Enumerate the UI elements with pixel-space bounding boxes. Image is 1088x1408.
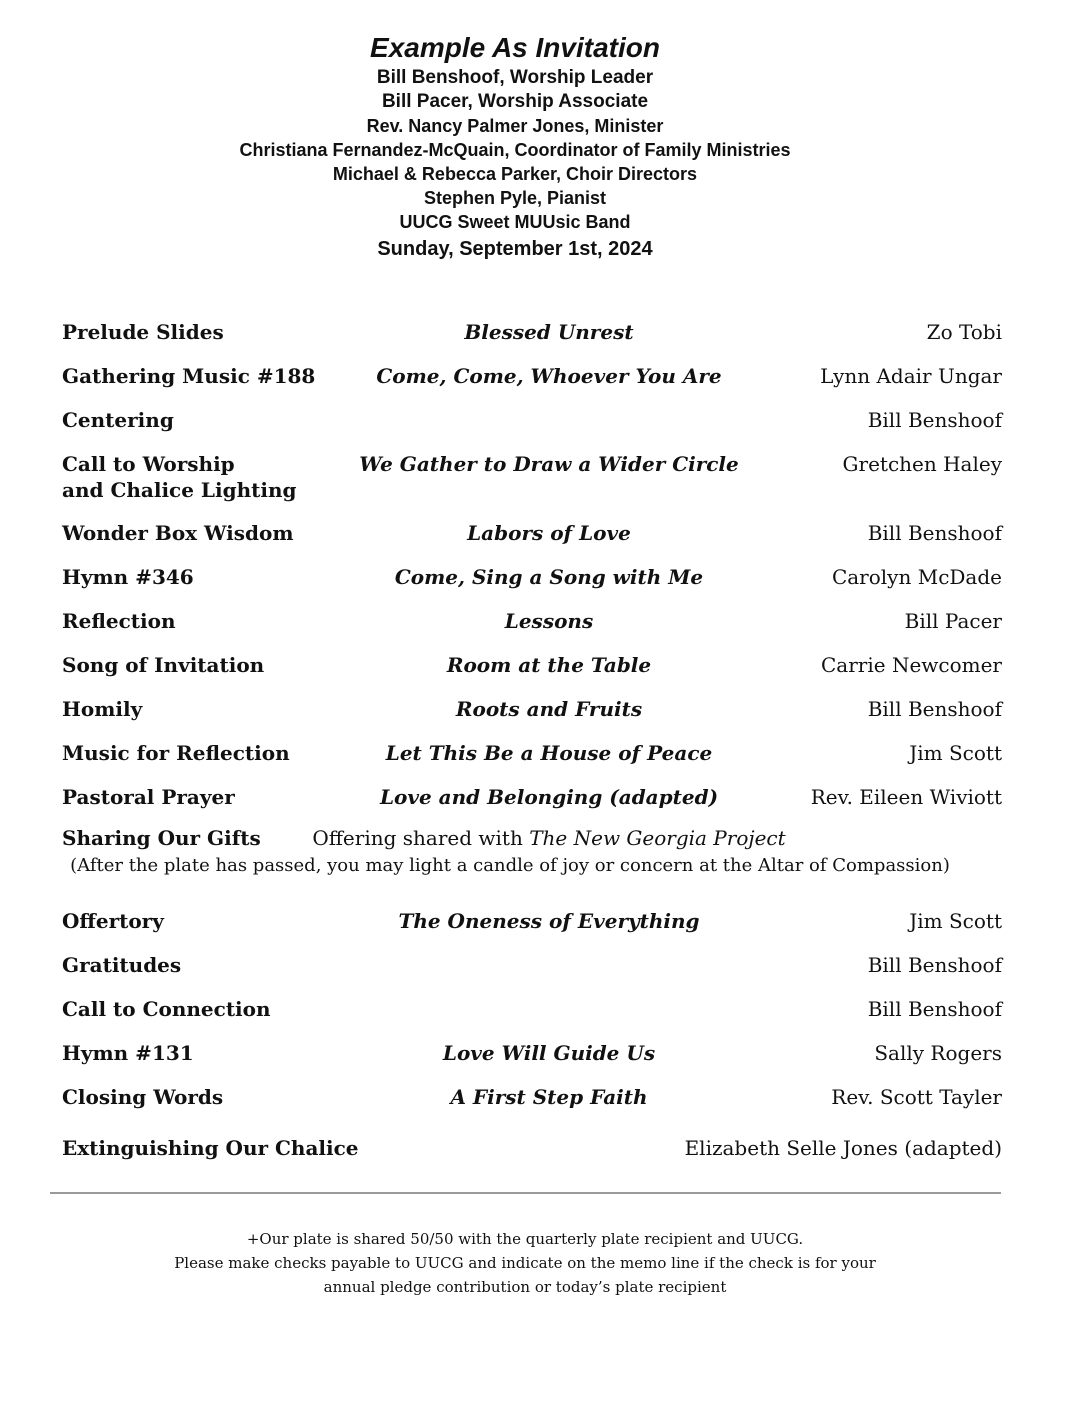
program-element: Closing Words: [62, 1085, 224, 1109]
worship-leader: Bill Benshoof, Worship Leader: [376, 67, 654, 88]
program-element-line: and Chalice Lighting: [62, 478, 297, 502]
program-title: The Oneness of Everything: [398, 909, 700, 933]
program-credit: Jim Scott: [909, 909, 1002, 933]
program-title: Roots and Fruits: [455, 697, 643, 721]
program-credit: Bill Benshoof: [867, 997, 1002, 1021]
program-row: [62, 740, 1002, 784]
program-element: Call to Connection: [62, 997, 271, 1021]
pianist: Stephen Pyle, Pianist: [423, 188, 607, 208]
offering-text: [277, 825, 821, 851]
program-element: Extinguishing Our Chalice: [62, 1136, 359, 1160]
program-title: Labors of Love: [467, 521, 631, 545]
program-row: [62, 520, 1002, 564]
program-element: Sharing Our Gifts: [62, 826, 261, 850]
program-element: Hymn #346: [62, 565, 194, 589]
program-title: Blessed Unrest: [464, 320, 634, 344]
offering-label: Offering shared with: [312, 826, 530, 850]
program-row: [62, 696, 1002, 740]
family-ministries-coordinator: Christiana Fernandez-McQuain, Coordinator of Family Ministries: [239, 140, 791, 160]
program-element: Song of Invitation: [62, 653, 265, 677]
program-credit: Bill Benshoof: [867, 408, 1002, 432]
program-credit: Bill Pacer: [904, 609, 1002, 633]
band: UUCG Sweet MUUsic Band: [399, 212, 631, 232]
program-element: Homily: [62, 697, 143, 721]
program-credit: Rev. Eileen Wiviott: [810, 785, 1002, 809]
program-element: Offertory: [62, 909, 164, 933]
program-credit: Carolyn McDade: [831, 565, 1002, 589]
program-row: [62, 608, 1002, 652]
sharing-gifts-row: [62, 825, 1002, 908]
program-element: Music for Reflection: [62, 741, 290, 765]
program-credit: Lynn Adair Ungar: [820, 364, 1002, 388]
offering-recipient: The New Georgia Project: [529, 826, 786, 850]
program-credit: Sally Rogers: [874, 1041, 1002, 1065]
program-title: Room at the Table: [446, 653, 652, 677]
program-row: [62, 952, 1002, 996]
program-row: [62, 1040, 1002, 1084]
program-credit: Elizabeth Selle Jones (adapted): [684, 1136, 1002, 1160]
program-element: Wonder Box Wisdom: [62, 521, 294, 545]
program-title: A First Step Faith: [450, 1085, 648, 1109]
plate-note-line: Please make checks payable to UUCG and indicate on the memo line if the check is for your: [174, 1254, 876, 1272]
program-row: [62, 996, 1002, 1040]
program-credit: Bill Benshoof: [867, 953, 1002, 977]
order-of-service-header: [0, 30, 1030, 263]
plate-note-line: annual pledge contribution or today’s plate recipient: [323, 1278, 727, 1296]
program-credit: Bill Benshoof: [867, 521, 1002, 545]
worship-associate: Bill Pacer, Worship Associate: [381, 91, 649, 112]
program-element: Prelude Slides: [62, 320, 224, 344]
program-row: [62, 1084, 1002, 1128]
program-credit: Carrie Newcomer: [821, 653, 1002, 677]
program-credit: Zo Tobi: [926, 320, 1002, 344]
program-title: Love Will Guide Us: [442, 1041, 656, 1065]
program-element: Hymn #131: [62, 1041, 194, 1065]
choir-directors: Michael & Rebecca Parker, Choir Directors: [332, 164, 698, 184]
program-title: Let This Be a House of Peace: [385, 741, 713, 765]
program-title: Lessons: [504, 609, 594, 633]
program-element: Centering: [62, 408, 174, 432]
program-list: [62, 319, 1002, 1179]
program-row: [62, 908, 1002, 952]
program-title: Love and Belonging (adapted): [379, 785, 719, 809]
program-row: [62, 1135, 1002, 1179]
program-row: [62, 564, 1002, 608]
program-element: Reflection: [62, 609, 176, 633]
service-date: Sunday, September 1st, 2024: [377, 238, 653, 260]
program-credit: Jim Scott: [909, 741, 1002, 765]
divider-line: [50, 1192, 1001, 1194]
program-element: Gratitudes: [62, 953, 182, 977]
program-credit: Rev. Scott Tayler: [831, 1085, 1002, 1109]
minister: Rev. Nancy Palmer Jones, Minister: [366, 116, 664, 136]
program-title: We Gather to Draw a Wider Circle: [359, 452, 739, 476]
program-element: Pastoral Prayer: [62, 785, 235, 809]
program-row: [62, 652, 1002, 696]
program-row: [62, 407, 1002, 451]
program-title: Come, Come, Whoever You Are: [376, 364, 722, 388]
program-element: Gathering Music #188: [62, 364, 316, 388]
program-row: [62, 319, 1002, 363]
plate-note: [0, 1227, 1050, 1299]
program-credit: Gretchen Haley: [842, 452, 1002, 476]
program-element-line: Call to Worship: [62, 452, 235, 476]
candle-note: (After the plate has passed, you may light a candle of joy or concern at the Altar of Compassion): [70, 855, 950, 876]
program-row: [62, 451, 1002, 520]
program-row: [62, 784, 1002, 825]
service-title: Example As Invitation: [370, 32, 660, 63]
plate-note-line: +Our plate is shared 50/50 with the quarterly plate recipient and UUCG.: [246, 1230, 804, 1248]
program-title: Come, Sing a Song with Me: [394, 565, 704, 589]
program-row: [62, 363, 1002, 407]
program-credit: Bill Benshoof: [867, 697, 1002, 721]
